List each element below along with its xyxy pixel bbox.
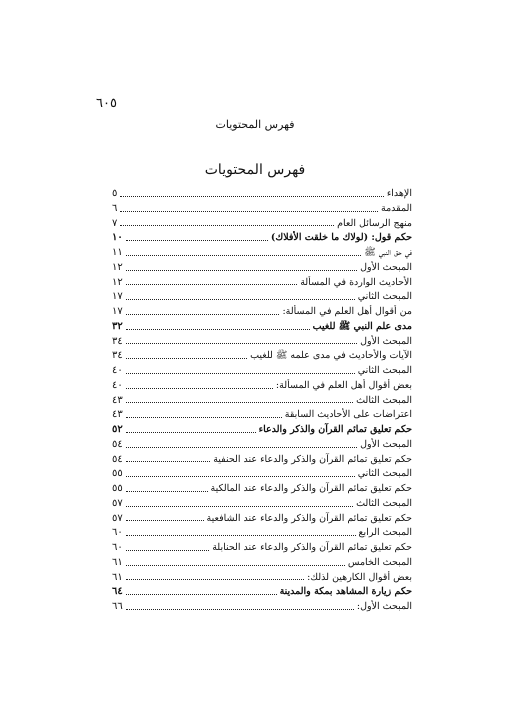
toc-entry-label: الإهداء bbox=[386, 188, 412, 199]
dot-leader bbox=[126, 461, 210, 462]
toc-section-heading bbox=[112, 320, 412, 335]
dot-leader bbox=[126, 329, 310, 330]
dot-leader bbox=[126, 535, 356, 536]
toc-entry-page: ١٧ bbox=[112, 291, 123, 303]
toc-entry bbox=[112, 276, 412, 291]
toc-entry-page: ٥٥ bbox=[112, 483, 123, 494]
toc-entry bbox=[112, 261, 412, 276]
running-header: فهرس المحتويات bbox=[215, 118, 295, 131]
dot-leader bbox=[126, 609, 354, 610]
dot-leader bbox=[126, 550, 209, 551]
toc-entry-label: الأحاديث الواردة في المسألة bbox=[300, 276, 412, 288]
toc-entry-page: ٦٠ bbox=[112, 542, 123, 553]
dot-leader bbox=[126, 417, 282, 418]
toc-entry-page: ٧ bbox=[112, 217, 118, 229]
toc-entry bbox=[112, 394, 412, 409]
dot-leader bbox=[120, 196, 383, 197]
dot-leader bbox=[126, 565, 345, 566]
toc-section-heading bbox=[112, 231, 412, 246]
toc-entry-page: ٣٤ bbox=[112, 350, 123, 362]
toc-entry-page: ٦٦ bbox=[112, 601, 123, 612]
dot-leader bbox=[126, 284, 297, 285]
dot-leader bbox=[126, 240, 268, 241]
dot-leader bbox=[126, 491, 208, 492]
dot-leader bbox=[126, 476, 355, 477]
toc-entry-page: ٥٧ bbox=[112, 512, 123, 524]
toc-entry-label: حكم تعليق تمائم القرآن والذكر والدعاء bbox=[258, 424, 412, 435]
toc-entry bbox=[112, 541, 412, 556]
toc-entry-label: المبحث الخامس bbox=[347, 556, 412, 568]
dot-leader bbox=[120, 211, 378, 212]
dot-leader bbox=[126, 432, 256, 433]
toc-entry-label: المبحث الثاني bbox=[357, 365, 412, 376]
toc-entry bbox=[112, 379, 412, 394]
toc-entry-label: المبحث الثاني bbox=[357, 291, 412, 303]
toc-entry-page: ١٠ bbox=[112, 232, 123, 244]
toc-entry-page: ٣٤ bbox=[112, 335, 123, 347]
dot-leader bbox=[126, 447, 357, 448]
toc-entry bbox=[112, 217, 412, 232]
toc-entry-label: المبحث الثالث bbox=[356, 497, 412, 509]
toc-section-heading bbox=[112, 423, 412, 438]
toc-entry-label: الآيات والأحاديث في مدى علمه ﷺ للغيب bbox=[250, 350, 412, 362]
toc-section-heading bbox=[112, 585, 412, 600]
toc-entry-label: مدى علم النبي ﷺ للغيب bbox=[312, 320, 412, 332]
toc-entry-label: حكم قول: (لولاك ما خلقت الأفلاك) bbox=[270, 232, 412, 244]
toc-entry bbox=[112, 246, 412, 261]
dot-leader bbox=[126, 402, 353, 403]
toc-entry-page: ٦١ bbox=[112, 556, 123, 568]
toc-entry-label: في حق النبي ﷺ bbox=[364, 247, 412, 258]
toc-entry bbox=[112, 408, 412, 423]
toc-entry bbox=[112, 526, 412, 541]
toc-entry-page: ١٢ bbox=[112, 261, 123, 273]
toc-entry-page: ٤٣ bbox=[112, 394, 123, 406]
toc-entry-page: ١٢ bbox=[112, 276, 123, 288]
toc-entry-page: ١٧ bbox=[112, 306, 123, 317]
toc-entry bbox=[112, 335, 412, 350]
dot-leader bbox=[126, 388, 273, 389]
toc-entry-label: بعض أقوال أهل العلم في المسألة: bbox=[275, 379, 412, 391]
toc-entry bbox=[112, 482, 412, 497]
toc-entry bbox=[112, 556, 412, 571]
dot-leader bbox=[126, 520, 204, 521]
toc-entry bbox=[112, 305, 412, 320]
toc-entry-label: المبحث الأول: bbox=[356, 601, 412, 612]
toc-entry-label: حكم زيارة المشاهد بمكة والمدينة bbox=[279, 586, 412, 598]
toc-entry bbox=[112, 187, 412, 202]
toc-entry bbox=[112, 600, 412, 615]
toc-entry-page: ٥٢ bbox=[112, 424, 123, 435]
toc-entry-label: حكم تعليق تمائم القرآن والذكر والدعاء عند الشافعية bbox=[206, 512, 412, 524]
toc-entry-label: اعتراضات على الأحاديث السابقة bbox=[284, 409, 412, 421]
dot-leader bbox=[126, 373, 355, 374]
toc-entry-page: ٦٠ bbox=[112, 527, 123, 539]
toc-entry-page: ٥٤ bbox=[112, 438, 123, 450]
toc-entry-label: حكم تعليق تمائم القرآن والذكر والدعاء عند المالكية bbox=[210, 483, 412, 494]
toc-entry-page: ٥٤ bbox=[112, 453, 123, 465]
toc-entry-label: بعض أقوال الكارهين لذلك: bbox=[307, 571, 412, 583]
dot-leader bbox=[126, 270, 357, 271]
toc-entry-label: المبحث الثاني bbox=[357, 468, 412, 480]
toc-entry-page: ٦ bbox=[112, 202, 118, 214]
toc-entry-label: المبحث الأول bbox=[360, 438, 412, 450]
toc-entry bbox=[112, 290, 412, 305]
toc-entry-page: ٤٠ bbox=[112, 365, 123, 376]
toc-entry bbox=[112, 571, 412, 586]
toc-entry-label: المبحث الأول bbox=[360, 261, 412, 273]
toc-entry-page: ٦٤ bbox=[112, 586, 123, 598]
toc-entry-page: ٥٥ bbox=[112, 468, 123, 480]
page-number: ٦٠٥ bbox=[96, 96, 117, 111]
toc-entry-label: حكم تعليق تمائم القرآن والذكر والدعاء عند الحنفية bbox=[213, 453, 412, 465]
dot-leader bbox=[126, 594, 277, 595]
dot-leader bbox=[126, 579, 304, 580]
toc-title: فهرس المحتويات bbox=[204, 162, 306, 178]
dot-leader bbox=[126, 358, 247, 359]
toc-entry-page: ٦١ bbox=[112, 571, 123, 583]
dot-leader bbox=[126, 506, 353, 507]
toc-entry-label: المقدمة bbox=[380, 202, 412, 214]
toc-entry bbox=[112, 497, 412, 512]
toc-entry-page: ٥ bbox=[112, 188, 118, 199]
toc-entry-label: المبحث الأول bbox=[360, 335, 412, 347]
dot-leader bbox=[126, 255, 361, 256]
toc-entry bbox=[112, 349, 412, 364]
toc-entry-page: ٥٧ bbox=[112, 497, 123, 509]
dot-leader bbox=[126, 299, 355, 300]
toc-entry-label: منهج الرسائل العام bbox=[337, 217, 412, 229]
dot-leader bbox=[126, 314, 280, 315]
dot-leader bbox=[126, 343, 357, 344]
toc-entry bbox=[112, 512, 412, 527]
toc-entry bbox=[112, 202, 412, 217]
toc-entry-label: المبحث الرابع bbox=[358, 527, 412, 539]
table-of-contents bbox=[112, 187, 412, 615]
toc-entry-page: ١١ bbox=[112, 247, 123, 258]
toc-entry-label: من أقوال أهل العلم في المسألة: bbox=[282, 306, 412, 317]
toc-entry bbox=[112, 453, 412, 468]
toc-entry-page: ٣٢ bbox=[112, 320, 123, 332]
toc-entry-label: حكم تعليق تمائم القرآن والذكر والدعاء عند الحنابلة bbox=[212, 542, 412, 553]
dot-leader bbox=[120, 225, 334, 226]
toc-entry-page: ٤٠ bbox=[112, 379, 123, 391]
toc-entry-label: المبحث الثالث bbox=[356, 394, 412, 406]
toc-entry bbox=[112, 364, 412, 379]
toc-entry bbox=[112, 438, 412, 453]
toc-entry bbox=[112, 467, 412, 482]
toc-entry-page: ٤٣ bbox=[112, 409, 123, 421]
